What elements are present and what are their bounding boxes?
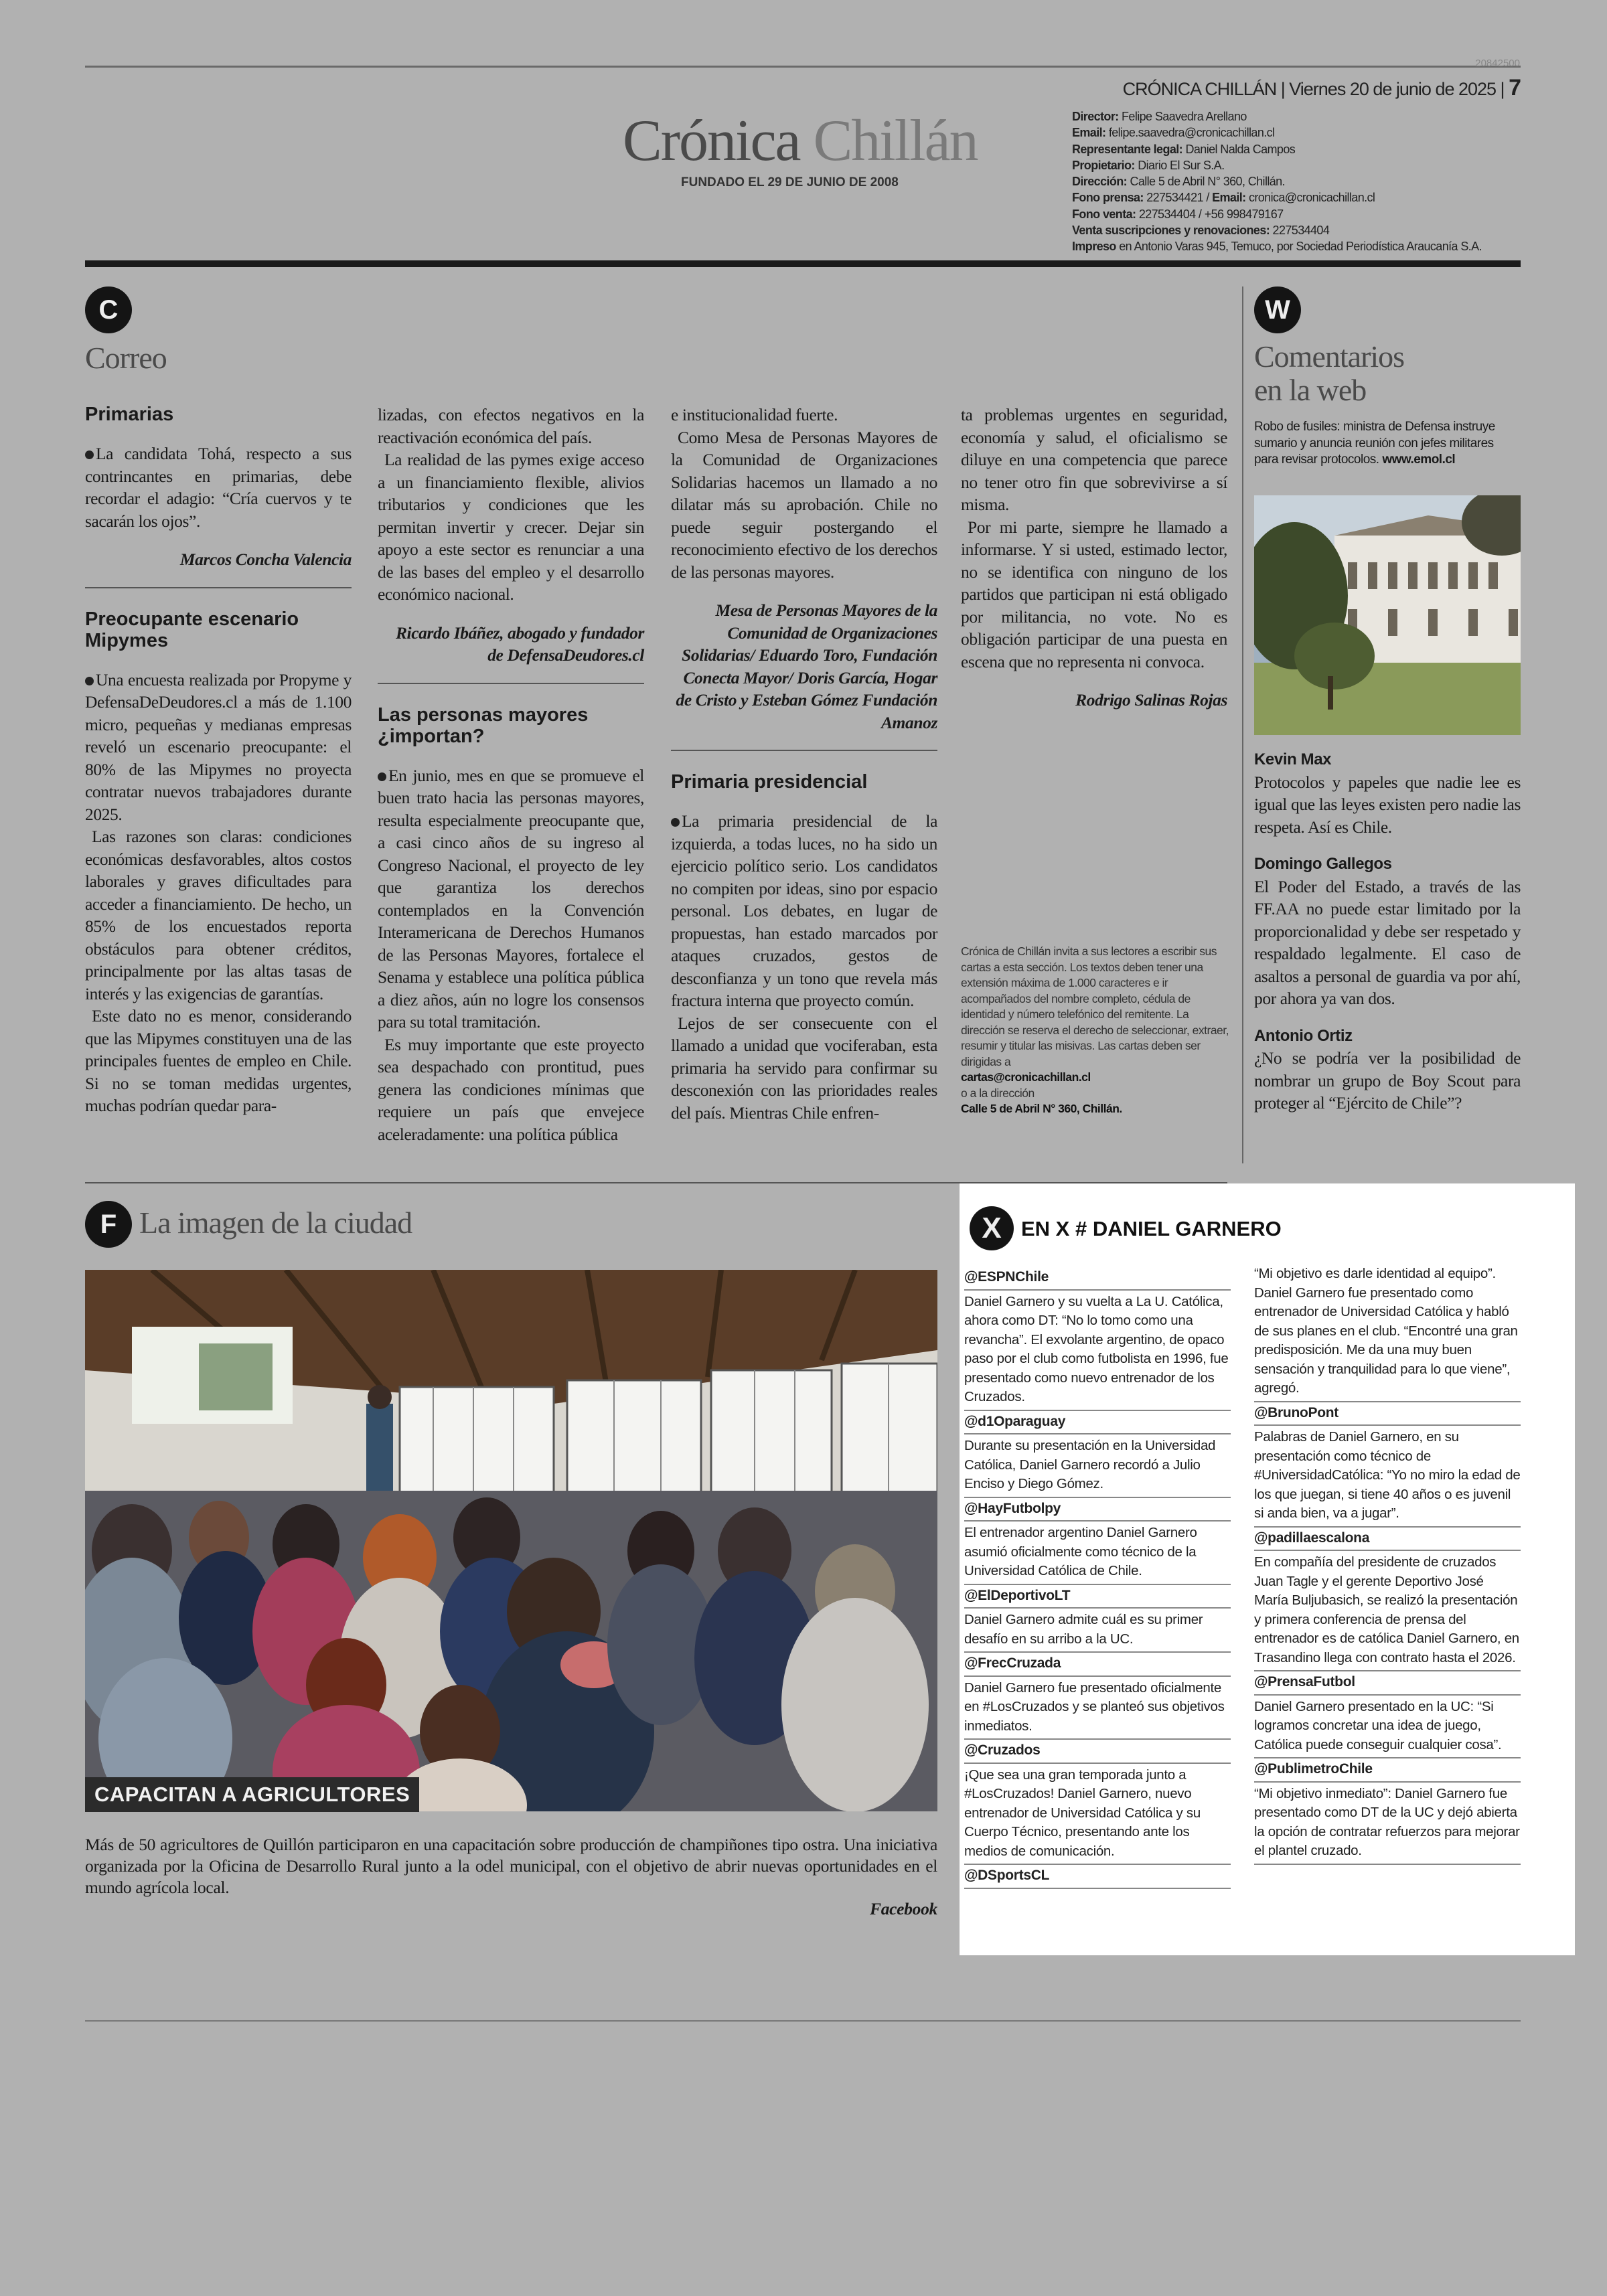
letter-paragraph: Como Mesa de Personas Mayores de la Comunidad de Organizaciones Solidarias hacemos un llamado a no dilatar más su aprobación. Chile no puede seguir postergando el reconocimiento efectivo de los derechos de las personas mayores. <box>671 427 937 582</box>
letter-paragraph: La primaria presidencial de la izquierda, a todas luces, no ha sido un ejercicio político serio. Los candidatos no compiten por ideas, sino por espacio personal. Los debates, en lugar de propuestas, han estado marcados por ataques cruzados, gestos de desconfianza y un tono que revela más fractura interna que proyecto común. <box>671 811 937 1010</box>
section-title-web: Comentarios en la web <box>1254 339 1405 407</box>
commenter-name: Domingo Gallegos <box>1254 855 1392 873</box>
letter-paragraph: Este dato no es menor, considerando que las Mipymes constituyen una de las principales fuentes de empleo en Chile. Si no se toman medidas urgentes, muchas podrían quedar para- <box>85 1006 352 1115</box>
section-title-correo: Correo <box>85 341 167 375</box>
commenter-name: Antonio Ortiz <box>1254 1026 1353 1045</box>
tweet-handle[interactable]: @ESPNChile <box>964 1266 1231 1291</box>
classroom-photo <box>85 1270 937 1811</box>
emol-news-photo <box>1254 495 1521 735</box>
info-line: Impreso en Antonio Varas 945, Temuco, por Sociedad Periodística Araucanía S.A. <box>1072 240 1482 254</box>
top-rule <box>85 66 1521 68</box>
tweet-handle[interactable]: @PublimetroChile <box>1254 1758 1521 1783</box>
photo-credit: Facebook <box>870 1899 937 1918</box>
photo-caption-tag: CAPACITAN A AGRICULTORES <box>85 1777 419 1812</box>
corner-code: 20842500 <box>1475 58 1520 69</box>
letter-paragraph: La realidad de las pymes exige acceso a un financiamiento flexible, alivios tributarios y condiciones que les permitan invertir y crecer. Dejar sin apoyo a este sector es renunciar a una de las bases del empleo y el desarrollo económico nacional. <box>378 450 644 604</box>
divider <box>671 750 937 751</box>
letter-signature: Ricardo Ibáñez, abogado y fundador de DefensaDeudores.cl <box>395 623 644 665</box>
tweet-handle[interactable]: @PrensaFutbol <box>1254 1671 1521 1696</box>
header-rule <box>85 260 1521 267</box>
letters-column-4 <box>961 404 1227 712</box>
info-line: Fono prensa: 227534421 / Email: cronica@cronicachillan.cl <box>1072 191 1375 205</box>
letter-title: Primaria presidencial <box>671 771 868 793</box>
divider <box>85 587 352 588</box>
correo-badge-icon: C <box>85 286 132 333</box>
bottom-rule <box>85 2020 1521 2022</box>
source-link[interactable]: www.emol.cl <box>1382 453 1456 467</box>
letter-signature: Rodrigo Salinas Rojas <box>1075 690 1227 710</box>
tweet-text: “Mi objetivo es darle identidad al equipo”. Daniel Garnero fue presentado como entrenador de Universidad Católica y habló de sus planes en el club. “Encontré una gran predisposición. Me da una muy buen sensación y tranquilidad para lo que viene”, agregó. <box>1254 1262 1521 1402</box>
letter-title: Primarias <box>85 404 174 425</box>
web-comments-list <box>1254 748 1521 1115</box>
tweet-handle[interactable]: @padillaescalona <box>1254 1528 1521 1552</box>
info-line: Director: Felipe Saavedra Arellano <box>1072 110 1247 123</box>
letters-address: Calle 5 de Abril N° 360, Chillán. <box>961 1102 1122 1115</box>
photo-caption: Más de 50 agricultores de Quillón participaron en una capacitación sobre producción de champiñones tipo ostra. Una iniciativa organizada por la Oficina de Desarrollo Rural junto a la odel municipal, con el objetivo de abrir nuevas oportunidades en el mundo agrícola local. Facebook <box>85 1835 937 1918</box>
letter-paragraph: Lejos de ser consecuente con el llamado a unidad que vociferaban, esta primaria ha servido para confirmar su desconexión con las prioridades reales del país. Mientras Chile enfren- <box>671 1013 937 1123</box>
tweet-text: Daniel Garnero admite cuál es su primer desafío en su arribo a la UC. <box>964 1609 1231 1653</box>
comment-text: Protocolos y papeles que nadie lee es igual que las leyes existen pero nadie las respeta. Así es Chile. <box>1254 772 1521 837</box>
letter-paragraph: lizadas, con efectos negativos en la reactivación económica del país. <box>378 405 644 447</box>
bullet-icon <box>378 772 386 781</box>
page-header-line: CRÓNICA CHILLÁN | Viernes 20 de junio de 2025 | 7 <box>1122 75 1521 100</box>
letter-paragraph: Las razones son claras: condiciones económicas desfavorables, altos costos laborales y graves dificultades para acceder a financiamiento. De hecho, un 85% de los encuestados reporta obstáculos para obtener créditos, principalmente por las altas tasas de interés y las exigencias de garantías. <box>85 827 352 1003</box>
letter-paragraph: Por mi parte, siempre he llamado a informarse. Y si usted, estimado lector, no se identifica con ninguno de los partidos que participan ni está obligado por militancia, no vote. No es obligación participar de una puesta en escena que no representa ni convoca. <box>961 517 1227 671</box>
tweet-handle[interactable]: @d1Oparaguay <box>964 1411 1231 1435</box>
tweet-handle[interactable]: @HayFutbolpy <box>964 1498 1231 1522</box>
tweet-text: Durante su presentación en la Universidad Católica, Daniel Garnero recordó a Julio Enciso y Diego Gómez. <box>964 1434 1231 1498</box>
info-line: Email: felipe.saavedra@cronicachillan.cl <box>1072 126 1275 140</box>
tweet-handle[interactable]: @Cruzados <box>964 1740 1231 1764</box>
letter-title: Las personas mayores ¿importan? <box>378 704 589 747</box>
letters-column-3 <box>671 404 937 1124</box>
tweet-handle[interactable]: @FrecCruzada <box>964 1653 1231 1677</box>
tweet-text: Palabras de Daniel Garnero, en su presentación como técnico de #UniversidadCatólica: “Yo no miro la edad de los que juegan, si tiene 40 años o es juvenil si anda bien, va a jugar”. <box>1254 1426 1521 1528</box>
tweet-text: “Mi objetivo inmediato”: Daniel Garnero fue presentado como DT de la UC y dejó abierta la opción de contratar refuerzos para mejorar el plantel cruzado. <box>1254 1783 1521 1865</box>
web-lead: Robo de fusiles: ministra de Defensa instruye sumario y anuncia reunión con jefes militares para revisar protocolos. www.emol.cl <box>1254 420 1495 467</box>
tweet-text: El entrenador argentino Daniel Garnero asumió oficialmente como técnico de la Universidad Católica de Chile. <box>964 1522 1231 1585</box>
tweet-text: Daniel Garnero y su vuelta a La U. Católica, ahora como DT: “No lo tomo como una revancha”. El exvolante argentino, de opaco paso por el club como futbolista en 1996, fue presentado como nuevo entrenador de los Cruzados. <box>964 1291 1231 1411</box>
divider <box>378 683 644 684</box>
column-divider <box>1242 286 1243 1163</box>
image-badge-icon: F <box>85 1201 132 1248</box>
x-section-title: EN X # DANIEL GARNERO <box>1021 1217 1282 1240</box>
bullet-icon <box>85 450 94 459</box>
tweet-handle[interactable]: @DSportsCL <box>964 1865 1231 1889</box>
tweets-column-right <box>1254 1262 1521 1865</box>
letter-paragraph: En junio, mes en que se promueve el buen trato hacia las personas mayores, resulta especialmente preocupante que, a casi cinco años de su ingreso al Congreso Nacional, el proyecto de ley que garantiza los derechos contemplados en la Convención Interamericana de Derechos Humanos de las Personas Mayores, fortalece el Senama y establece una política pública a diez años, aún no logre los consensos para su total tramitación. <box>378 765 644 1032</box>
letter-paragraph: Es muy importante que este proyecto sea despachado con prontitud, pues genera las condiciones mínimas que requiere un país que envejece aceleradamente: una política pública <box>378 1034 644 1144</box>
comment-text: ¿No se podría ver la posibilidad de nombrar un grupo de Boy Scout para proteger al “Ejército de Chile”? <box>1254 1048 1521 1113</box>
tweet-text: Daniel Garnero fue presentado oficialmente en #LosCruzados y se planteó sus objetivos inmediatos. <box>964 1677 1231 1740</box>
paper-name: CRÓNICA CHILLÁN <box>1122 79 1277 99</box>
letter-paragraph: ta problemas urgentes en seguridad, economía y salud, el oficialismo se diluye en una competencia que parece no tener otro fin que sobrevivirse a sí misma. <box>961 405 1227 514</box>
section-title-image: La imagen de la ciudad <box>139 1206 412 1240</box>
founded-line: FUNDADO EL 29 DE JUNIO DE 2008 <box>681 175 899 189</box>
letter-title: Preocupante escenario Mipymes <box>85 608 299 651</box>
info-line: Propietario: Diario El Sur S.A. <box>1072 158 1225 172</box>
letters-column-2 <box>378 404 644 1145</box>
tweet-text: ¡Que sea una gran temporada junto a #LosCruzados! Daniel Garnero, nuevo entrenador de Universidad Católica y su Cuerpo Técnico, presentando ante los medios de comunicación. <box>964 1764 1231 1866</box>
page-number: 7 <box>1509 75 1521 100</box>
letters-email-link[interactable]: cartas@cronicachillan.cl <box>961 1070 1091 1084</box>
bullet-icon <box>85 677 94 685</box>
web-badge-icon: W <box>1254 286 1301 333</box>
issue-date: Viernes 20 de junio de 2025 <box>1289 79 1497 99</box>
tweet-handle[interactable]: @ElDeportivoLT <box>964 1585 1231 1609</box>
letters-submission-note: Crónica de Chillán invita a sus lectores a escribir sus cartas a esta sección. Los textos deben tener una extensión máxima de 1.000 caracteres e ir acompañados del nombre completo, cédula de identidad y número telefónico del remitente. La dirección se reserva el derecho de seleccionar, extraer, resumir y titular las misivas. Las cartas deben ser dirigidas a cartas@cronicachillan.cl o a la dirección Calle 5 de Abril N° 360, Chillán. <box>961 945 1229 1115</box>
tweet-text: Daniel Garnero presentado en la UC: “Si logramos concretar una idea de juego, Católica puede conseguir cualquier cosa”. <box>1254 1696 1521 1759</box>
bullet-icon <box>671 818 680 827</box>
commenter-name: Kevin Max <box>1254 750 1332 768</box>
letters-column-1 <box>85 404 352 1117</box>
x-logo-icon: X <box>970 1206 1014 1250</box>
info-line: Dirección: Calle 5 de Abril N° 360, Chillán. <box>1072 175 1285 189</box>
letter-paragraph: La candidata Tohá, respecto a sus contrincantes en primarias, debe recordar el adagio: “Cría cuervos y te sacarán los ojos”. <box>85 444 352 531</box>
letter-signature: Marcos Concha Valencia <box>179 550 352 569</box>
tweet-handle[interactable]: @BrunoPont <box>1254 1402 1521 1426</box>
tweets-column-left <box>964 1266 1231 1889</box>
letter-paragraph: Una encuesta realizada por Propyme y DefensaDeDeudores.cl a más de 1.100 micro, pequeñas y medianas empresas reveló un escenario preocupante: el 80% de las Mipymes no proyecta contratar nuevos trabajadores durante 2025. <box>85 669 352 824</box>
masthead-info <box>1072 108 1482 255</box>
info-line: Representante legal: Daniel Nalda Campos <box>1072 142 1296 156</box>
info-line: Venta suscripciones y renovaciones: 227534404 <box>1072 224 1330 238</box>
letter-signature: Mesa de Personas Mayores de la Comunidad de Organizaciones Solidarias/ Eduardo Toro, Fundación Conecta Mayor/ Doris García, Hogar de Cristo y Esteban Gómez Fundación Amanoz <box>676 600 937 732</box>
masthead-logo: Crónica Chillán <box>623 108 978 173</box>
tweet-text: En compañía del presidente de cruzados Juan Tagle y el gerente Deportivo José María Buljubasich, se realizó la presentación y primera conferencia de prensa del entrenador es de católica Daniel Garnero, en Trasandino llega con contrato hasta el 2026. <box>1254 1551 1521 1671</box>
comment-text: El Poder del Estado, a través de las FF.AA no puede estar limitado por la proporcionalidad y debe ser respetado y respaldado legalmente. El caso de asaltos a personal de guardia va por ahí, por ahora ya van dos. <box>1254 876 1521 1008</box>
info-line: Fono venta: 227534404 / +56 998479167 <box>1072 207 1284 221</box>
letter-paragraph: e institucionalidad fuerte. <box>671 405 838 424</box>
